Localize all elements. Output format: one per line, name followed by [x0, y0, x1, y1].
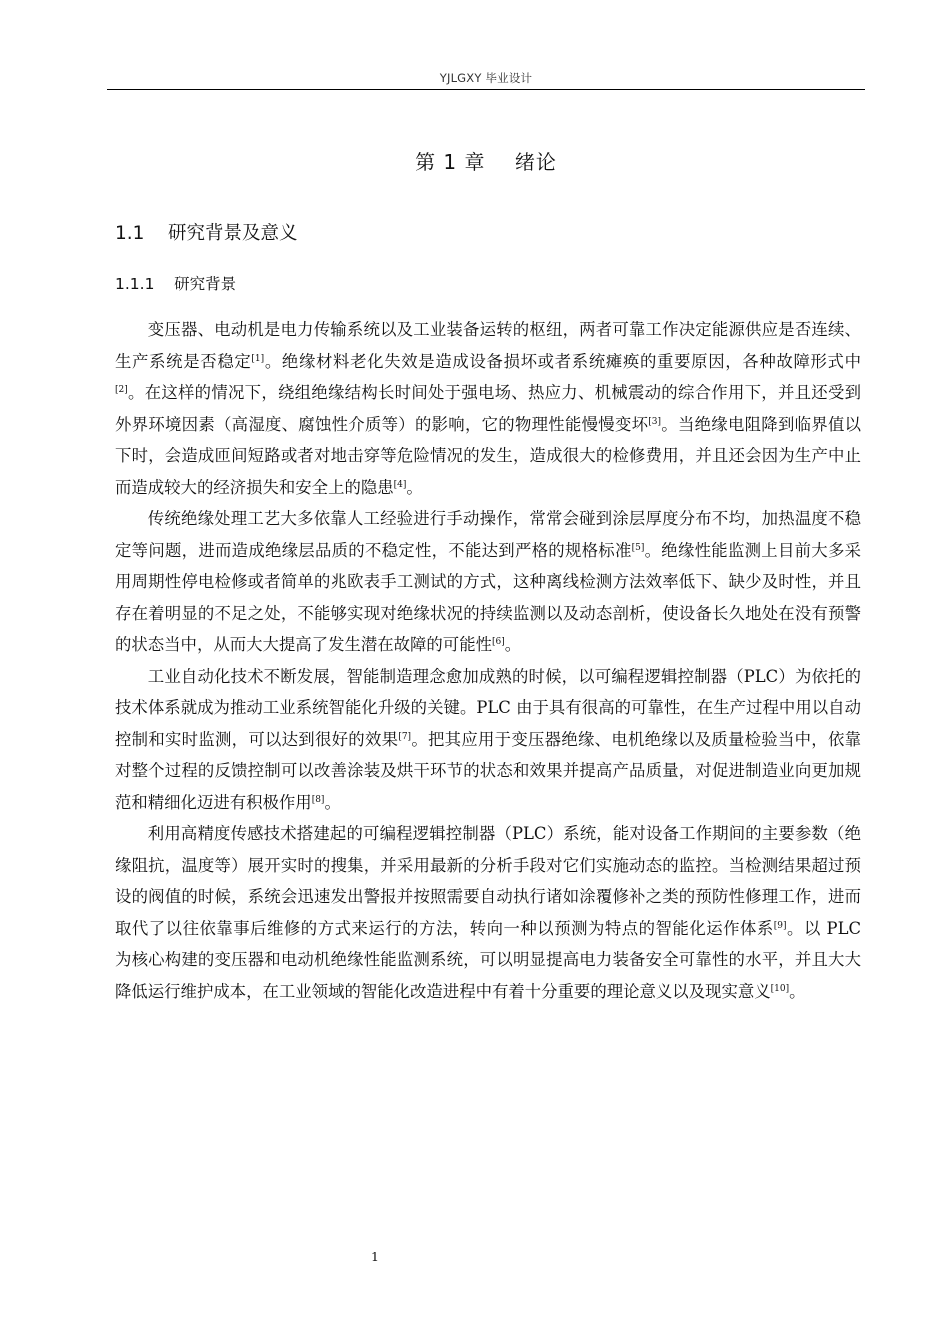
- header-rule: [107, 89, 865, 90]
- paragraph-text: 。: [324, 792, 341, 812]
- chapter-title: 第 1 章 绪论: [415, 150, 557, 174]
- paragraph-text: 工业自动化技术不断发展，智能制造理念愈加成熟的时候，以可编程逻辑控制器（PLC）为依托的技术体系就成为推动工业系统智能化升级的关键。PLC 由于具有很高的可靠性，在生产过程中用以自动控制和实时监测，可以达到很好的效果: [115, 666, 861, 749]
- citation-reference: [5]: [631, 542, 645, 553]
- citation-reference: [10]: [770, 983, 790, 994]
- citation-reference: [7]: [398, 731, 412, 742]
- paragraph-text: 。: [406, 477, 423, 497]
- paragraph-text: 。把其应用于变压器绝缘、电机绝缘以及质量检验当中，依靠对整个过程的反馈控制可以改善涂装及烘干环节的状态和效果并提高产品质量，对促进制造业向更加规范和精细化迈进有积极作用: [115, 729, 862, 812]
- paragraph-text: 。当绝缘电阻降到临界值以下时，会造成匝间短路或者对地击穿等危险情况的发生，造成很大的检修费用，并且还会因为生产中止而造成较大的经济损失和安全上的隐患: [115, 414, 862, 497]
- paragraph-text: 。: [504, 635, 522, 654]
- paragraph-text: 利用高精度传感技术搭建起的可编程逻辑控制器（PLC）系统，能对设备工作期间的主要参数（绝缘阻抗，温度等）展开实时的搜集，并采用最新的分析手段对它们实施动态的监控。当检测结果超过预设的阀值的时候，系统会迅速发出警报并按照需要自动执行诸如涂覆修补之类的预防性修理工作，进而取代了以往依靠事后维修的方式来运行的方法，转向一种以预测为特点的智能化运作体系: [115, 824, 861, 938]
- citation-reference: [8]: [311, 794, 325, 805]
- body-text: [115, 314, 861, 1007]
- paragraph-text: 。绝缘材料老化失效是造成设备损坏或者系统瘫痪的重要原因，各种故障形式中: [264, 351, 862, 371]
- citation-reference: [3]: [648, 416, 662, 427]
- paragraph-text: 变压器、电动机是电力传输系统以及工业装备运转的枢纽，两者可靠工作决定能源供应是否连续、生产系统是否稳定: [115, 320, 861, 371]
- citation-reference: [4]: [393, 479, 407, 490]
- paragraph-text: 。在这样的情况下，绕组绝缘结构长时间处于强电场、热应力、机械震动的综合作用下，并且还受到外界环境因素（高湿度、腐蚀性介质等）的影响，它的物理性能慢慢变坏: [115, 383, 861, 434]
- subsection-heading: 1.1.1 研究背景: [115, 275, 237, 293]
- paragraph-text: 。以 PLC 为核心构建的变压器和电动机绝缘性能监测系统，可以明显提高电力装备安全可靠性的水平，并且大大降低运行维护成本，在工业领域的智能化改造进程中有着十分重要的理论意义以及现实意义: [115, 918, 861, 1001]
- body-paragraph: [115, 661, 861, 819]
- section-heading: 1.1 研究背景及意义: [115, 223, 298, 244]
- page-header: YJLGXY 毕业设计: [439, 71, 533, 85]
- paragraph-text: 传统绝缘处理工艺大多依靠人工经验进行手动操作，常常会碰到涂层厚度分布不均，加热温度不稳定等问题，进而造成绝缘层品质的不稳定性，不能达到严格的规格标准: [115, 509, 861, 560]
- citation-reference: [2]: [115, 385, 128, 395]
- paragraph-text: 。绝缘性能监测上目前大多采用周期性停电检修或者简单的兆欧表手工测试的方式，这种离线检测方法效率低下、缺少及时性，并且存在着明显的不足之处，不能够实现对绝缘状况的持续监测以及动态剖析，使设备长久地处在没有预警的状态当中，从而大大提高了发生潜在故障的可能性: [115, 540, 862, 654]
- body-paragraph: [115, 818, 861, 1007]
- body-paragraph: [115, 503, 861, 661]
- page-number: 1: [371, 1249, 379, 1264]
- paragraph-text: 。: [789, 981, 806, 1001]
- body-paragraph: [115, 314, 861, 503]
- citation-reference: [1]: [251, 353, 265, 364]
- citation-reference: [9]: [773, 920, 787, 931]
- citation-reference: [6]: [491, 637, 505, 647]
